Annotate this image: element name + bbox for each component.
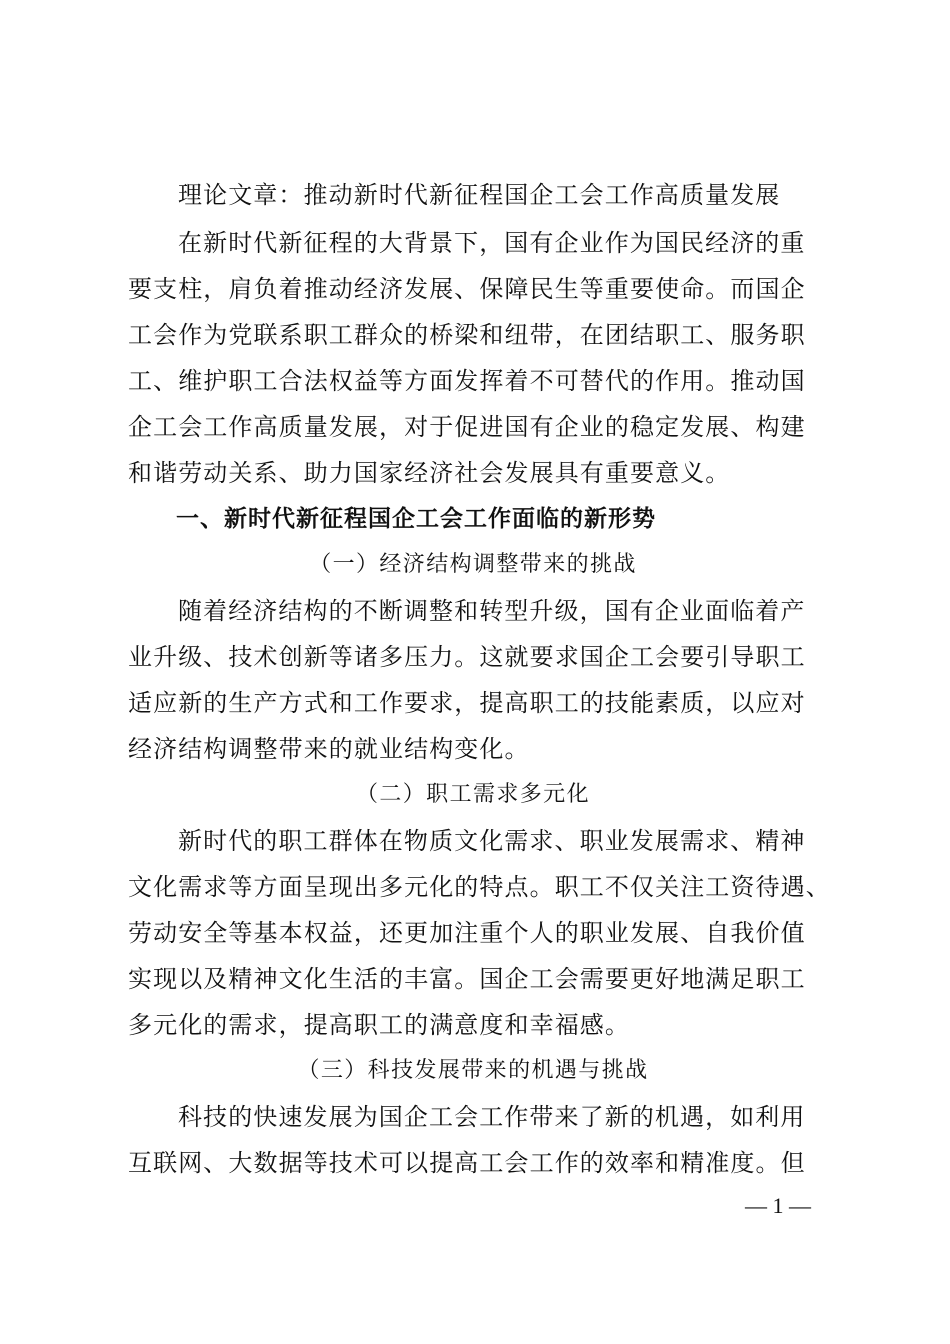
intro-line: 工会作为党联系职工群众的桥梁和纽带，在团结职工、服务职 (128, 321, 806, 349)
paragraph-line: 随着经济结构的不断调整和转型升级，国有企业面临着产 (178, 597, 806, 625)
intro-line: 要支柱，肩负着推动经济发展、保障民生等重要使命。而国企 (128, 275, 806, 303)
paragraph-line: 互联网、大数据等技术可以提高工会工作的效率和精准度。但 (128, 1149, 806, 1177)
subsection-heading: （一）经济结构调整带来的挑战 (309, 552, 637, 577)
paragraph-line: 实现以及精神文化生活的丰富。国企工会需要更好地满足职工 (128, 965, 806, 993)
section-heading: 一、新时代新征程国企工会工作面临的新形势 (176, 506, 656, 532)
intro-line: 工、维护职工合法权益等方面发挥着不可替代的作用。推动国 (128, 367, 806, 395)
paragraph-line: 业升级、技术创新等诸多压力。这就要求国企工会要引导职工 (128, 643, 806, 671)
paragraph-line: 适应新的生产方式和工作要求，提高职工的技能素质，以应对 (128, 689, 806, 717)
page-number: — 1 — (745, 1193, 811, 1218)
paragraph-line: 文化需求等方面呈现出多元化的特点。职工不仅关注工资待遇、 (128, 873, 831, 901)
paragraph-line: 多元化的需求，提高职工的满意度和幸福感。 (128, 1011, 630, 1039)
document-title: 理论文章：推动新时代新征程国企工会工作高质量发展 (178, 181, 781, 209)
subsection-heading: （三）科技发展带来的机遇与挑战 (297, 1058, 649, 1083)
document-body (128, 170, 831, 1186)
paragraph-line: 新时代的职工群体在物质文化需求、职业发展需求、精神 (178, 827, 806, 855)
paragraph-line: 劳动安全等基本权益，还更加注重个人的职业发展、自我价值 (128, 919, 806, 947)
intro-line: 企工会工作高质量发展，对于促进国有企业的稳定发展、构建 (128, 413, 806, 441)
intro-line: 在新时代新征程的大背景下，国有企业作为国民经济的重 (178, 229, 806, 257)
paragraph-line: 经济结构调整带来的就业结构变化。 (128, 735, 530, 763)
subsection-heading: （二）职工需求多元化 (355, 782, 590, 807)
paragraph-line: 科技的快速发展为国企工会工作带来了新的机遇，如利用 (178, 1103, 806, 1131)
intro-line: 和谐劳动关系、助力国家经济社会发展具有重要意义。 (128, 459, 731, 487)
